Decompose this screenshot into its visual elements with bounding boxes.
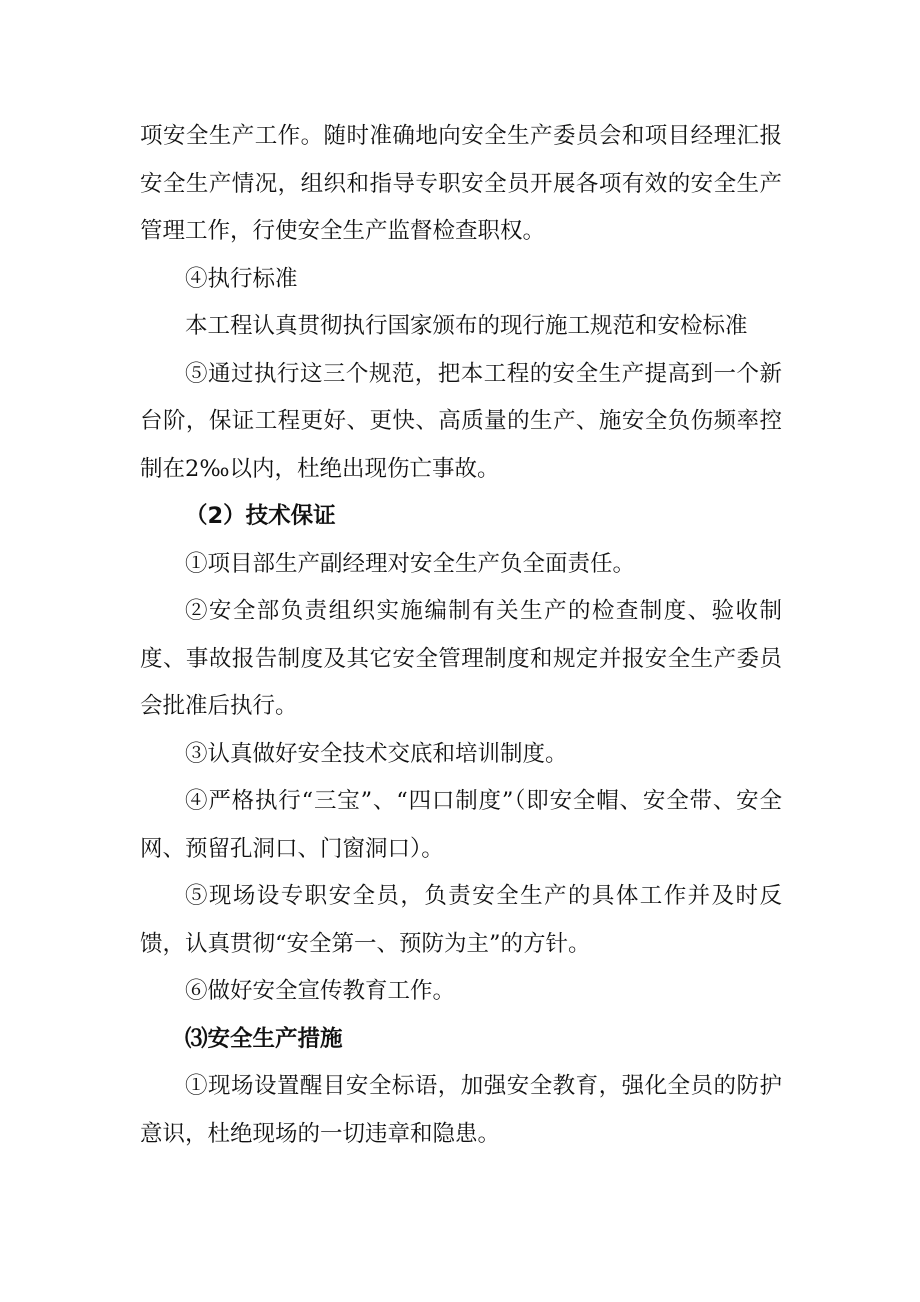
paragraph-item-4: ④严格执行“三宝”、“四口制度”（即安全帽、安全带、安全网、预留孔洞口、门窗洞口）。	[140, 788, 782, 862]
paragraph-item-3: ③认真做好安全技术交底和培训制度。	[185, 740, 568, 767]
paragraph-item-5: ⑤现场设专职安全员，负责安全生产的具体工作并及时反馈，认真贯彻“安全第一、预防为主”的方针。	[140, 883, 782, 957]
paragraph-item-1: ①项目部生产副经理对安全生产负全面责任。	[185, 550, 636, 577]
section-heading-safety-measures: ⑶安全生产措施	[185, 1025, 343, 1052]
document-body	[140, 113, 782, 1158]
paragraph-execution-standard-body: 本工程认真贯彻执行国家颁布的现行施工规范和安检标准	[185, 313, 748, 339]
paragraph-execution-standard-title: ④执行标准	[185, 265, 298, 292]
paragraph-item-2: ②安全部负责组织实施编制有关生产的检查制度、验收制度、事故报告制度及其它安全管理制度和规定并报安全生产委员会批准后执行。	[140, 598, 782, 719]
paragraph-measure-1: ①现场设置醒目安全标语，加强安全教育，强化全员的防护意识，杜绝现场的一切违章和隐患。	[140, 1073, 782, 1147]
paragraph-item-6: ⑥做好安全宣传教育工作。	[185, 978, 456, 1004]
paragraph-duty-continuation: 项安全生产工作。随时准确地向安全生产委员会和项目经理汇报安全生产情况，组织和指导专职安全员开展各项有效的安全生产管理工作，行使安全生产监督检查职权。	[140, 123, 782, 244]
paragraph-three-standards: ⑤通过执行这三个规范，把本工程的安全生产提高到一个新台阶，保证工程更好、更快、高质量的生产、施安全负伤频率控制在2‰以内，杜绝出现伤亡事故。	[140, 360, 782, 482]
section-heading-technical-guarantee: （2）技术保证	[185, 503, 336, 529]
